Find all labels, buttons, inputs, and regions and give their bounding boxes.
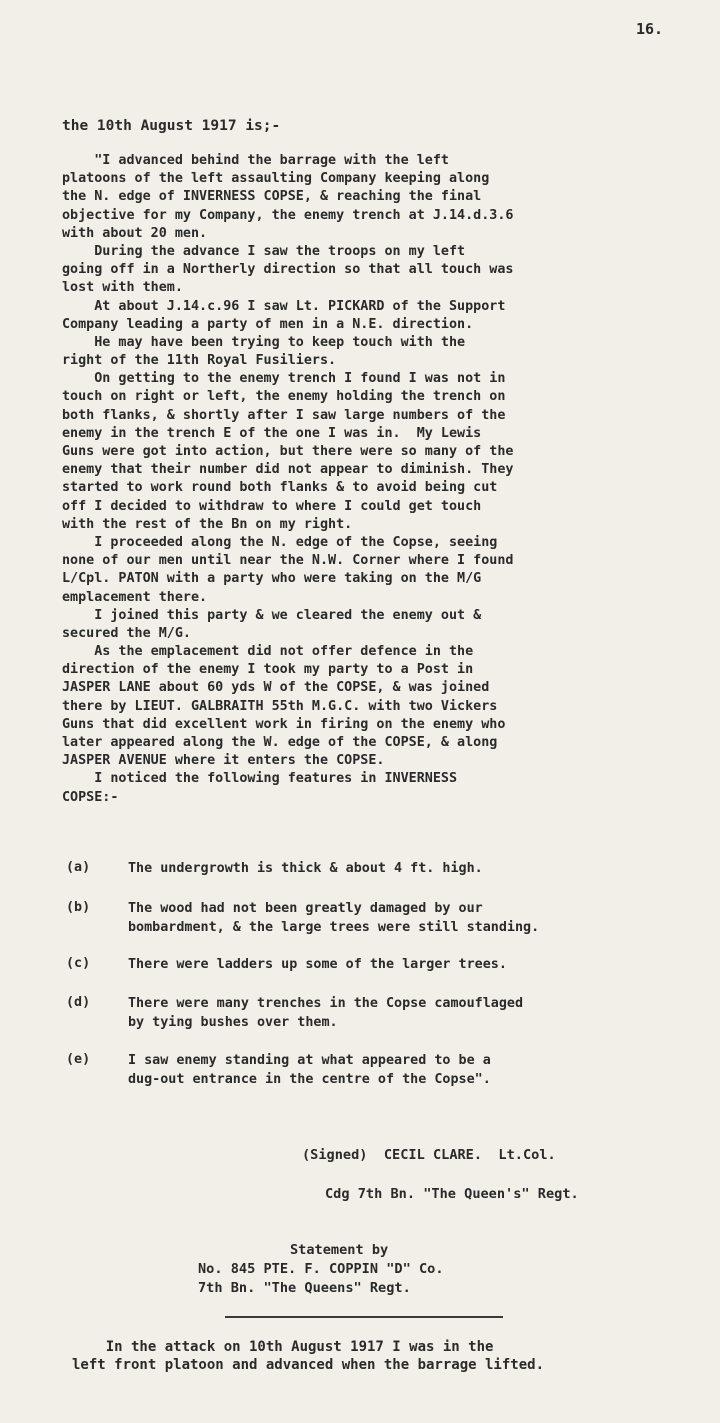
statement-line: emplacement there. — [62, 589, 208, 605]
statement-line: with about 20 men. — [62, 225, 208, 241]
statement-line: L/Cpl. PATON with a party who were taking on the M/G — [62, 571, 482, 587]
statement-line: secured the M/G. — [62, 625, 191, 641]
closing-paragraph — [72, 1338, 544, 1374]
statement-line: I proceeded along the N. edge of the Copse, seeing — [62, 534, 498, 550]
statement-line: later appeared along the W. edge of the COPSE, & along — [62, 735, 498, 750]
signature-line: (Signed) CECIL CLARE. Lt.Col. — [302, 1147, 556, 1163]
statement-line: both flanks, & shortly after I saw large numbers of the — [62, 407, 506, 423]
statement-line: lost with them. — [62, 280, 183, 296]
feature-line: by tying bushes over them. — [128, 1014, 338, 1030]
statement-line: none of our men until near the N.W. Corner where I found — [62, 553, 514, 569]
feature-text — [128, 860, 483, 879]
feature-text — [128, 900, 539, 937]
feature-label: (c) — [66, 956, 91, 971]
feature-label: (a) — [66, 860, 91, 875]
statement-line: As the emplacement did not offer defence in the — [62, 644, 474, 660]
statement-line: direction of the enemy I took my party to a Post in — [62, 662, 474, 678]
statement-line: off I decided to withdraw to where I could get touch — [62, 498, 482, 514]
statement-line: right of the 11th Royal Fusiliers. — [62, 353, 337, 369]
statement-line: with the rest of the Bn on my right. — [62, 516, 353, 532]
statement-line: there by LIEUT. GALBRAITH 55th M.G.C. with two Vickers — [62, 698, 498, 714]
feature-line: I saw enemy standing at what appeared to be a — [128, 1053, 491, 1068]
statement-line: COPSE:- — [62, 789, 119, 805]
feature-label: (d) — [66, 995, 91, 1010]
statement-line: "I advanced behind the barrage with the left — [62, 153, 449, 168]
statement-line: Company leading a party of men in a N.E. direction. — [62, 316, 474, 332]
statement-line: enemy that their number did not appear to diminish. They — [62, 462, 514, 478]
statement-line: I noticed the following features in INVERNESS — [62, 771, 458, 787]
feature-text — [128, 1052, 491, 1089]
statement-line: the N. edge of INVERNESS COPSE, & reaching the final — [62, 189, 482, 205]
feature-line: There were many trenches in the Copse camouflaged — [128, 996, 524, 1011]
statement-line: going off in a Northerly direction so that all touch was — [62, 262, 514, 278]
statement-line: touch on right or left, the enemy holding the trench on — [62, 389, 506, 405]
statement-line: On getting to the enemy trench I found I was not in — [62, 371, 506, 387]
statement-line: He may have been trying to keep touch with the — [62, 334, 466, 350]
feature-label: (b) — [66, 900, 91, 915]
statement-line: During the advance I saw the troops on my left — [62, 243, 466, 259]
feature-line: The wood had not been greatly damaged by our — [128, 901, 483, 916]
statement-line: objective for my Company, the enemy trench at J.14.d.3.6 — [62, 207, 514, 223]
next-statement-heading: Statement by — [290, 1242, 389, 1258]
statement-line: platoons of the left assaulting Company keeping along — [62, 171, 490, 187]
feature-label: (e) — [66, 1052, 91, 1067]
feature-line: There were ladders up some of the larger trees. — [128, 957, 507, 972]
statement-line: I joined this party & we cleared the enemy out & — [62, 607, 482, 623]
feature-line: bombardment, & the large trees were still standing. — [128, 919, 540, 935]
next-statement-soldier: No. 845 PTE. F. COPPIN "D" Co. — [198, 1261, 444, 1277]
feature-text — [128, 956, 507, 975]
statement-line: JASPER LANE about 60 yds W of the COPSE, & was joined — [62, 680, 490, 696]
next-statement-unit: 7th Bn. "The Queens" Regt. — [198, 1280, 411, 1296]
divider-rule — [225, 1316, 503, 1318]
statement-line: Guns were got into action, but there were so many of the — [62, 444, 514, 459]
closing-line: left front platoon and advanced when the barrage lifted. — [72, 1357, 545, 1374]
statement-line: started to work round both flanks & to avoid being cut — [62, 480, 498, 496]
feature-text — [128, 995, 523, 1032]
intro-line: the 10th August 1917 is;- — [62, 118, 281, 134]
statement-line: Guns that did excellent work in firing on the enemy who — [62, 716, 506, 732]
page-number: 16. — [636, 20, 664, 38]
statement-line: At about J.14.c.96 I saw Lt. PICKARD of the Support — [62, 298, 506, 314]
signature-rank-line: Cdg 7th Bn. "The Queen's" Regt. — [325, 1186, 579, 1202]
feature-line: The undergrowth is thick & about 4 ft. high. — [128, 861, 483, 876]
statement-line: enemy in the trench E of the one I was in. My Lewis — [62, 425, 482, 441]
closing-line: In the attack on 10th August 1917 I was in the — [72, 1339, 494, 1355]
statement-line: JASPER AVENUE where it enters the COPSE. — [62, 753, 385, 769]
feature-line: dug-out entrance in the centre of the Copse". — [128, 1071, 491, 1087]
statement-body — [62, 152, 712, 807]
